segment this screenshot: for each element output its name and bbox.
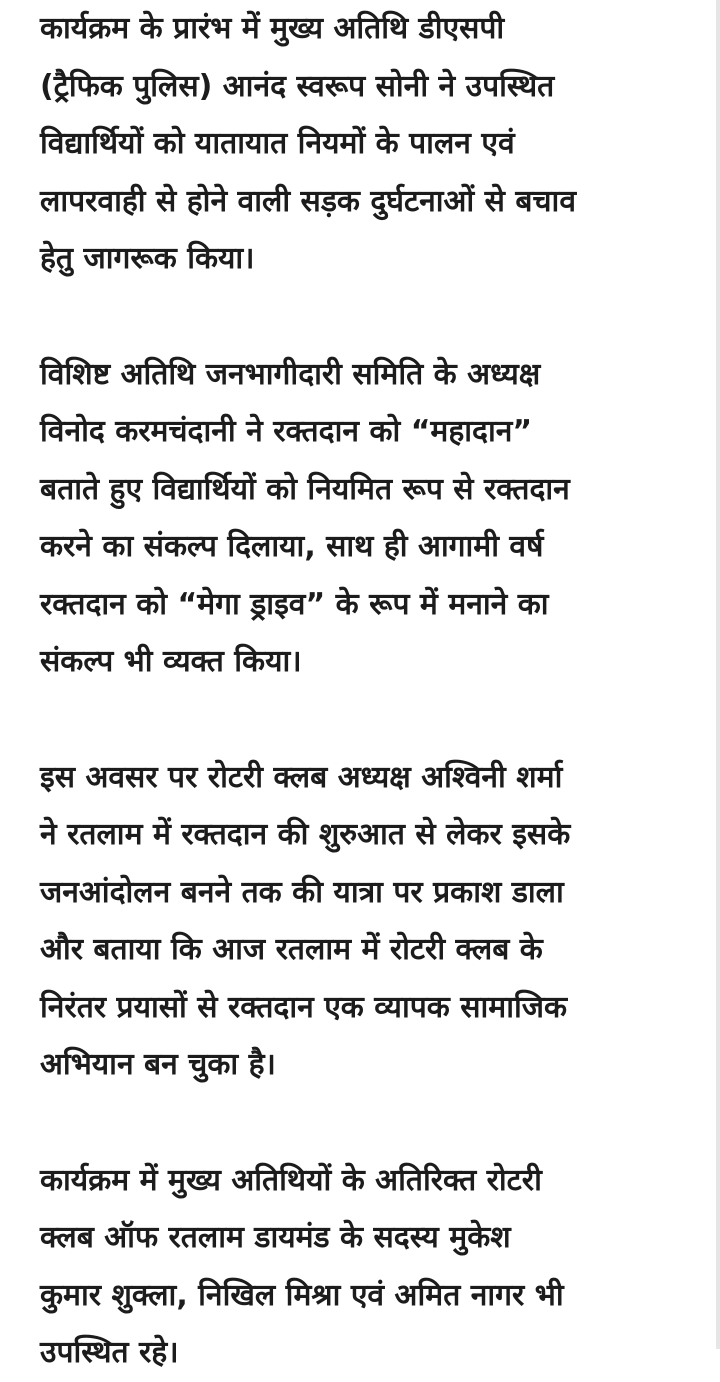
paragraph-chief-guest bbox=[40, 0, 680, 288]
text-line: करने का संकल्प दिलाया, साथ ही आगामी वर्ष bbox=[40, 529, 544, 564]
text-line: ने रतलाम में रक्तदान की शुरुआत से लेकर इसके bbox=[40, 817, 571, 852]
text-line: विनोद करमचंदानी ने रक्तदान को “महादान” bbox=[40, 414, 533, 449]
paragraph-spacer bbox=[40, 691, 680, 749]
paragraph-spacer bbox=[40, 1094, 680, 1152]
text-line: (ट्रैफिक पुलिस) आनंद स्वरूप सोनी ने उपस्थित bbox=[40, 68, 555, 104]
text-line: निरंतर प्रयासों से रक्तदान एक व्यापक सामाजिक bbox=[40, 989, 568, 1025]
article-body bbox=[40, 0, 680, 1382]
paragraph-spacer bbox=[40, 288, 680, 346]
text-line: इस अवसर पर रोटरी क्लब अध्यक्ष अश्विनी शर्मा bbox=[40, 759, 563, 795]
text-line: विशिष्ट अतिथि जनभागीदारी समिति के अध्यक्ष bbox=[40, 356, 541, 392]
text-line: जनआंदोलन बनने तक की यात्रा पर प्रकाश डाला bbox=[40, 874, 564, 910]
text-line: उपस्थित रहे। bbox=[40, 1335, 179, 1370]
text-line: विद्यार्थियों को यातायात नियमों के पालन एवं bbox=[40, 126, 515, 161]
text-line: अभियान बन चुका है। bbox=[40, 1047, 276, 1082]
text-line: कुमार शुक्ला, निखिल मिश्रा एवं अमित नागर भी bbox=[40, 1277, 564, 1313]
text-line: कार्यक्रम में मुख्य अतिथियों के अतिरिक्त रोटरी bbox=[40, 1162, 542, 1198]
page-edge-divider bbox=[716, 0, 720, 1349]
text-line: रक्तदान को “मेगा ड्राइव” के रूप में मनाने का bbox=[40, 586, 549, 622]
text-line: संकल्प भी व्यक्त किया। bbox=[40, 644, 302, 679]
text-line: बताते हुए विद्यार्थियों को नियमित रूप से रक्तदान bbox=[40, 471, 570, 507]
paragraph-rotary-president bbox=[40, 749, 680, 1094]
text-line: लापरवाही से होने वाली सड़क दुर्घटनाओं से बचाव bbox=[40, 183, 577, 219]
paragraph-attendees bbox=[40, 1152, 680, 1382]
text-line: और बताया कि आज रतलाम में रोटरी क्लब के bbox=[40, 932, 543, 967]
text-line: कार्यक्रम के प्रारंभ में मुख्य अतिथि डीएसपी bbox=[40, 11, 505, 46]
text-line: क्लब ऑफ रतलाम डायमंड के सदस्य मुकेश bbox=[40, 1220, 511, 1255]
paragraph-special-guest bbox=[40, 346, 680, 691]
text-line: हेतु जागरूक किया। bbox=[40, 241, 255, 276]
